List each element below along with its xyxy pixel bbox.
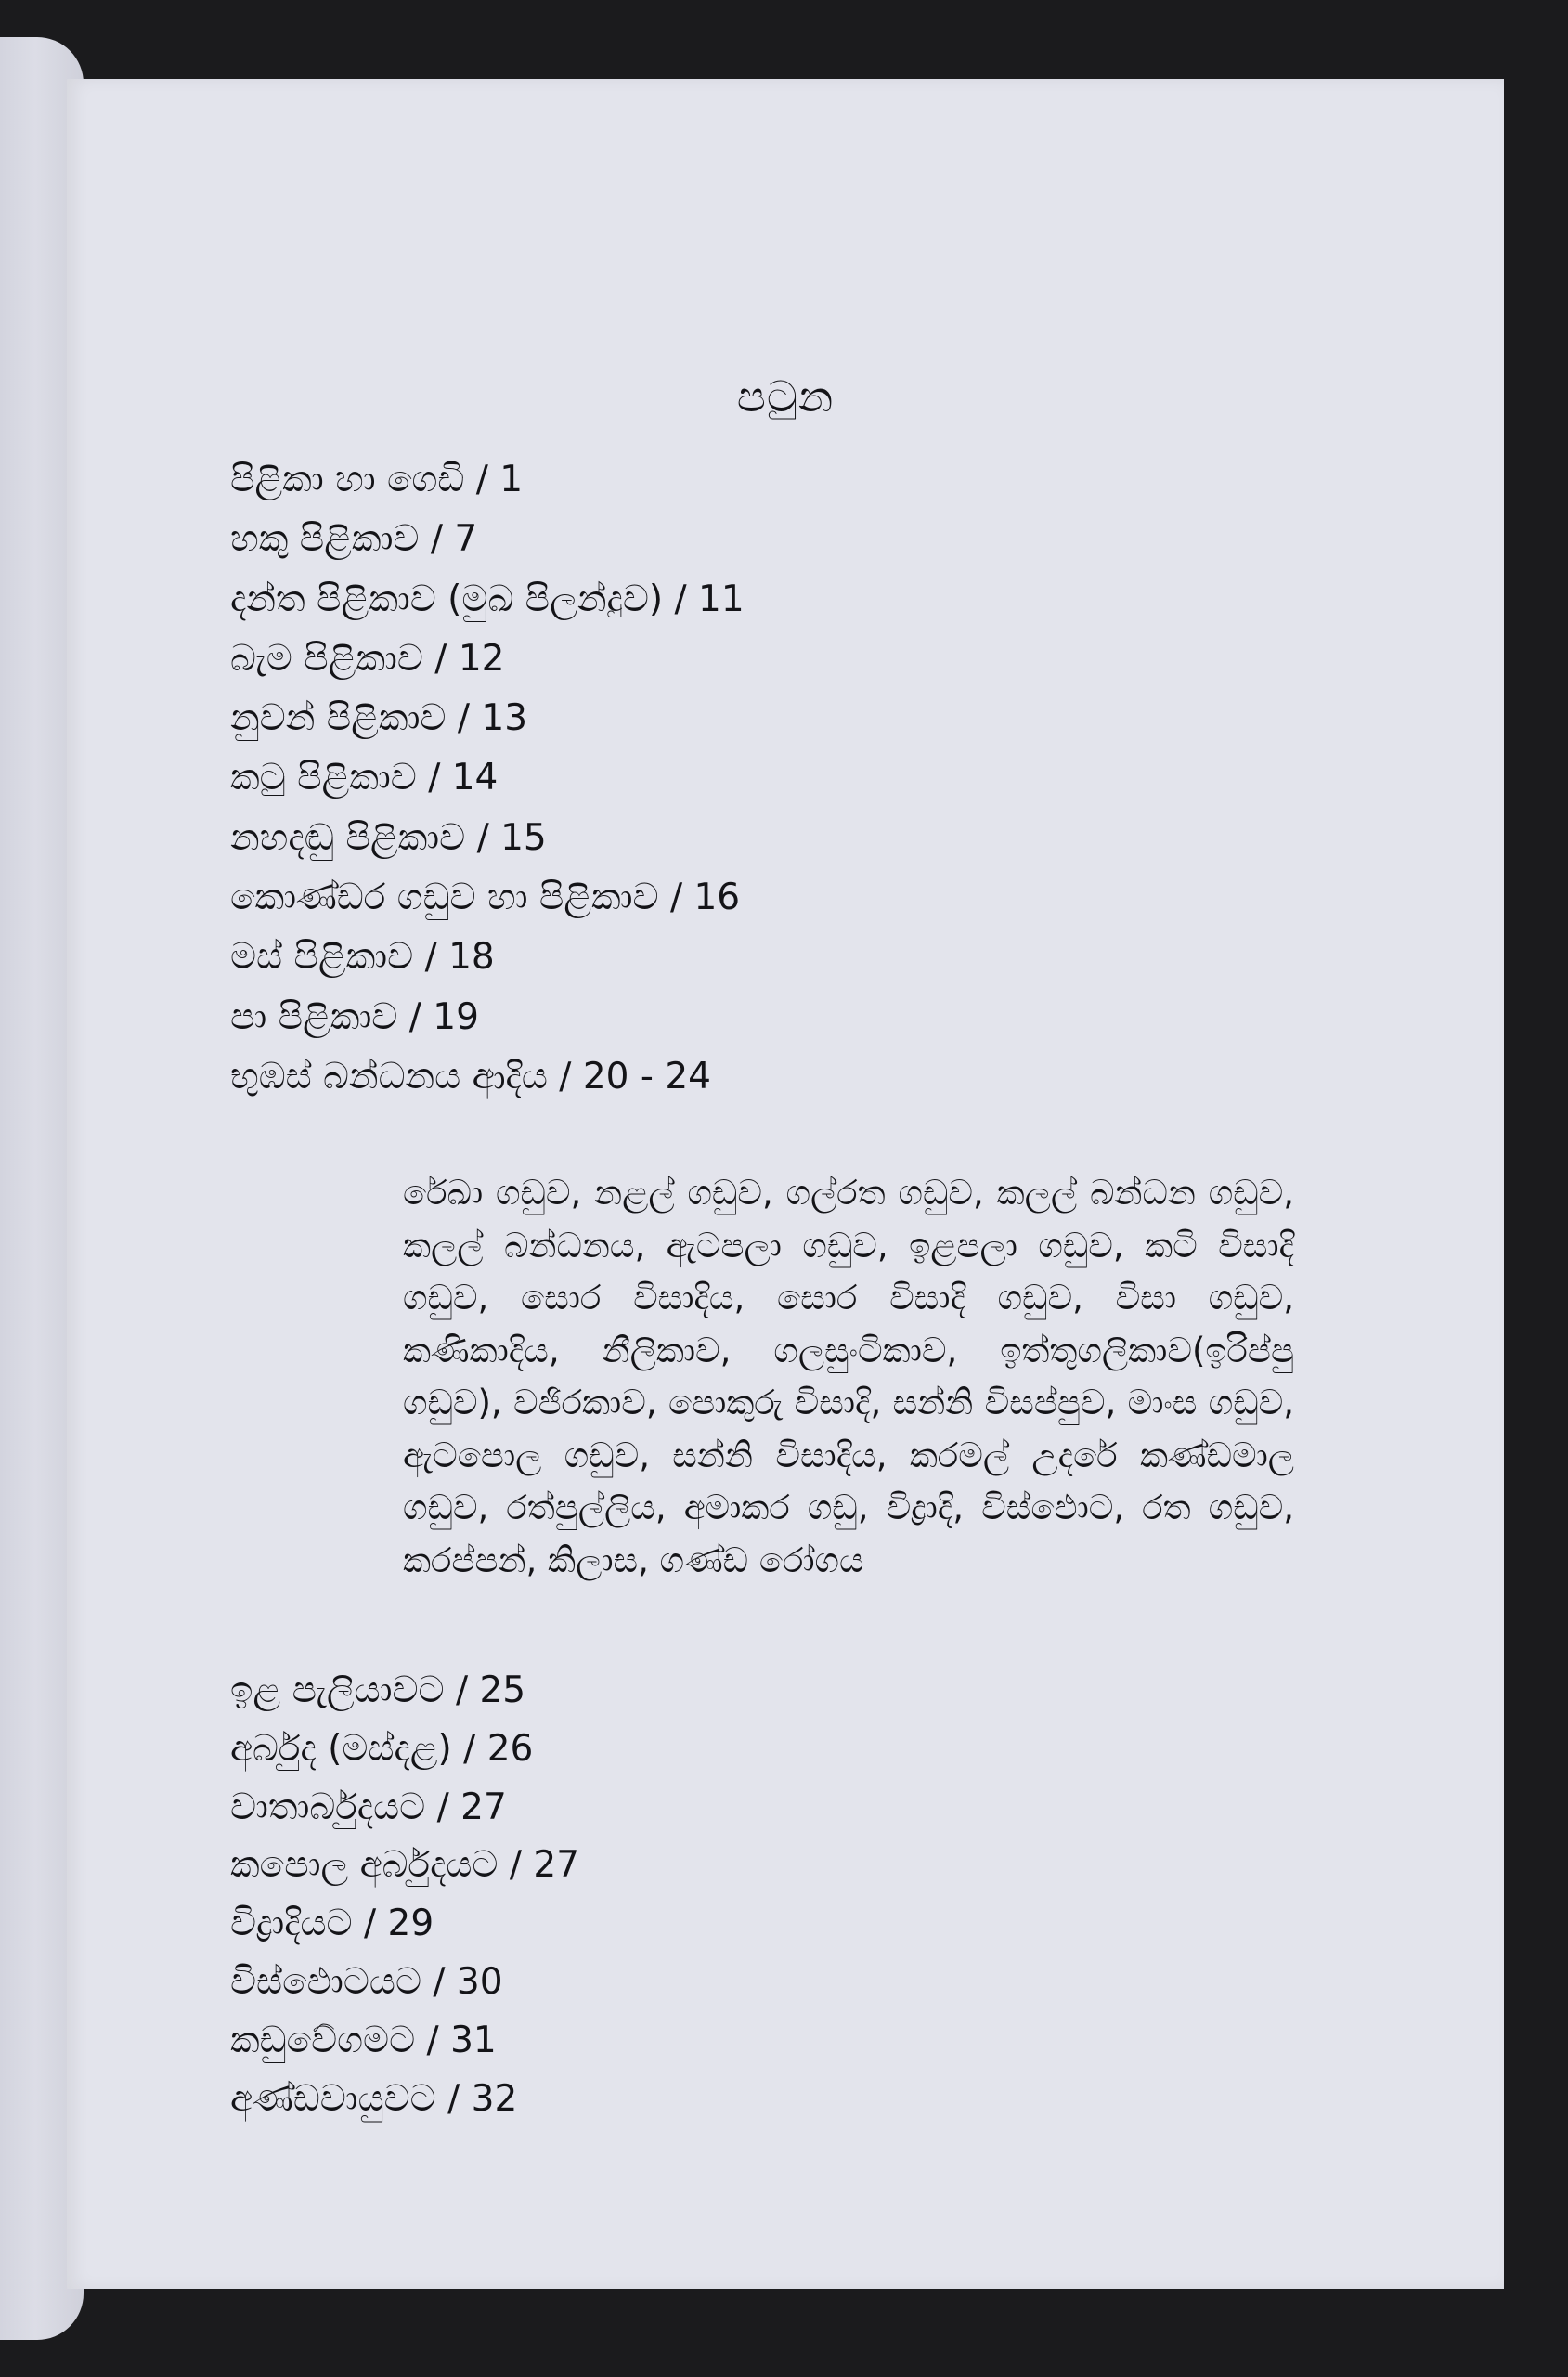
toc-list (230, 450, 1344, 1107)
toc-entry: අණ්ඩවායුවට / 32 (230, 2077, 518, 2120)
toc-entry: කටු පිළිකාව / 14 (230, 757, 499, 799)
page-title: පටුන (736, 371, 835, 422)
toc-entry: විද්‍රාදියට / 29 (230, 1903, 434, 1945)
toc-entry: දන්ත පිළිකාව (මුඛ පිලන්දුව) / 11 (230, 578, 745, 620)
toc-entry: පිළිකා හා ගෙඩි / 1 (230, 459, 524, 500)
toc-entry: මස් පිළිකාව / 18 (230, 936, 495, 979)
toc-entry: කපොල අර්බුදයට / 27 (230, 1844, 580, 1887)
toc-entry: හකු පිළිකාව / 7 (230, 518, 478, 561)
toc-entry: පා පිළිකාව / 19 (230, 995, 479, 1038)
toc-entry: වාතාර්බුදයට / 27 (230, 1786, 507, 1828)
toc-entry: බැම පිළිකාව / 12 (230, 637, 505, 680)
toc-entry: භුඹස් බන්ධනය ආදිය / 20 - 24 (230, 1055, 711, 1098)
toc-entry: විස්ඵොටයට / 30 (230, 1960, 503, 2003)
toc-entry: නහදඬු පිළිකාව / 15 (230, 816, 547, 859)
toc-entry: අර්බුද (මස්දළ) / 26 (230, 1727, 534, 1770)
book-page (67, 79, 1504, 2289)
toc-subtopics-paragraph: රේඛා ගඩුව, නළල් ගඩුව, ගල්රත ගඩුව, කලල් බන්ධන ගඩුව, කලල් බන්ධනය, ඇටපලා ගඩුව, ඉළපලා ගඩුව, කටි විසාදි ගඩුව, සොර විසාදිය, සොර විසාදි ගඩුව, විසා ගඩුව, කණිකාදිය, නීලිකාව, ගලසුංටිකාව, ඉත්තුගලිකාව(ඉරිප්පු ගඩුව), වජිරකාව, පොකුරු විසාදි, සන්නි විසප්පුව, මාංස ගඩුව, ඇටපොල ගඩුව, සන්නි විසාදිය, කරමල් උදරේ කණ්ඩමාල ගඩුව, රත්පුල්ලිය, අමාකර ගඩු, විද්‍රාදි, විස්ඵොට, රත ගඩුව, කරප්පන්, කිලාස, ගණ්ඩ රෝගය (403, 1173, 1294, 1580)
toc-entry: කඩුවේගමට / 31 (230, 2019, 497, 2061)
toc-entry: ඉළ පැලියාවට / 25 (230, 1669, 526, 1711)
toc-entry: නුවන් පිළිකාව / 13 (230, 697, 528, 740)
toc-entry: කොණ්ඩර ගඩුව හා පිළිකාව / 16 (230, 877, 741, 919)
toc-list-continued (230, 1662, 1344, 2128)
